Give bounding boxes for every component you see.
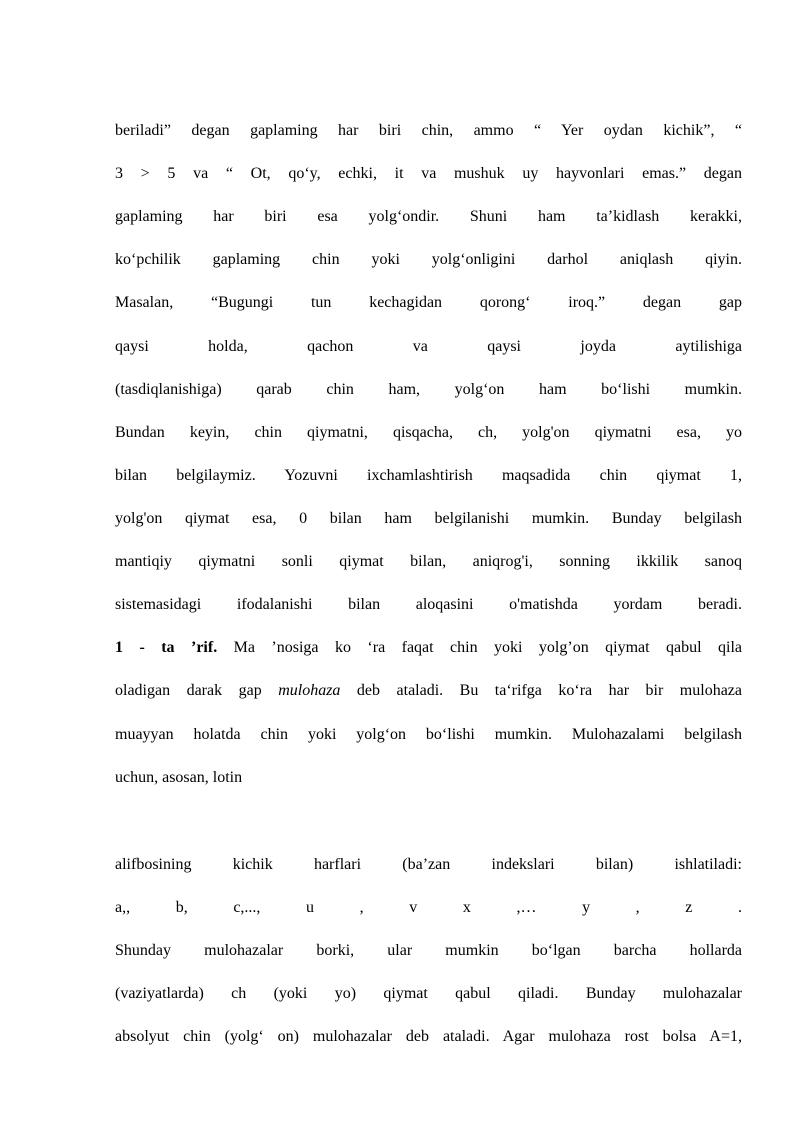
definition-text: oladigan darak gap: [115, 682, 279, 699]
text-line: sistemasidagi ifodalanishi bilan aloqasini o'matishda yordam beradi.: [115, 596, 742, 613]
text-line: absolyut chin (yolg‘ on) mulohazalar deb ataladi. Agar mulohaza rost bolsa A=1,: [115, 1028, 742, 1045]
text-line: ko‘pchilik gaplaming chin yoki yolg‘onligini darhol aniqlash qiyin.: [115, 251, 742, 268]
text-line: bilan belgilaymiz. Yozuvni ixchamlashtirish maqsadida chin qiymat 1,: [115, 467, 742, 484]
text-line: a,, b, c,..., u , v x ,… y , z .: [115, 899, 742, 916]
text-line: muayyan holatda chin yoki yolg‘on bo‘lishi mumkin. Mulohazalami belgilash: [115, 726, 742, 743]
text-line: (vaziyatlarda) ch (yoki yo) qiymat qabul qiladi. Bunday mulohazalar: [115, 985, 742, 1002]
definition-text: Ma ’nosiga ko ‘ra faqat chin yoki yolg’on qiymat qabul qila: [217, 639, 743, 656]
definition-line: [115, 638, 742, 658]
text-line: beriladi” degan gaplaming har biri chin, ammo “ Yer oydan kichik”, “: [115, 122, 742, 139]
text-line: Bundan keyin, chin qiymatni, qisqacha, ch, yolg'on qiymatni esa, yo: [115, 424, 742, 441]
text-line: mantiqiy qiymatni sonli qiymat bilan, aniqrog'i, sonning ikkilik sanoq: [115, 553, 742, 570]
text-line: yolg'on qiymat esa, 0 bilan ham belgilanishi mumkin. Bunday belgilash: [115, 510, 742, 527]
defined-term: mulohaza: [278, 682, 341, 699]
text-line: gaplaming har biri esa yolg‘ondir. Shuni ham ta’kidlash kerakki,: [115, 208, 742, 225]
text-line: (tasdiqlanishiga) qarab chin ham, yolg‘on ham bo‘lishi mumkin.: [115, 381, 742, 398]
text-line: alifbosining kichik harflari (ba’zan indekslari bilan) ishlatiladi:: [115, 856, 742, 873]
definition-line: [115, 681, 742, 701]
text-line: Shunday mulohazalar borki, ular mumkin bo‘lgan barcha hollarda: [115, 942, 742, 959]
definition-text: deb ataladi. Bu ta‘rifga ko‘ra har bir mulohaza: [340, 682, 742, 699]
text-line: uchun, asosan, lotin: [115, 769, 243, 786]
text-line: qaysi holda, qachon va qaysi joyda aytilishiga: [115, 338, 742, 355]
definition-label: 1 - ta ’rif.: [115, 639, 218, 656]
text-line: 3 > 5 va “ Ot, qo‘y, echki, it va mushuk uy hayvonlari emas.” degan: [115, 165, 742, 182]
text-line: Masalan, “Bugungi tun kechagidan qorong‘ iroq.” degan gap: [115, 294, 742, 311]
